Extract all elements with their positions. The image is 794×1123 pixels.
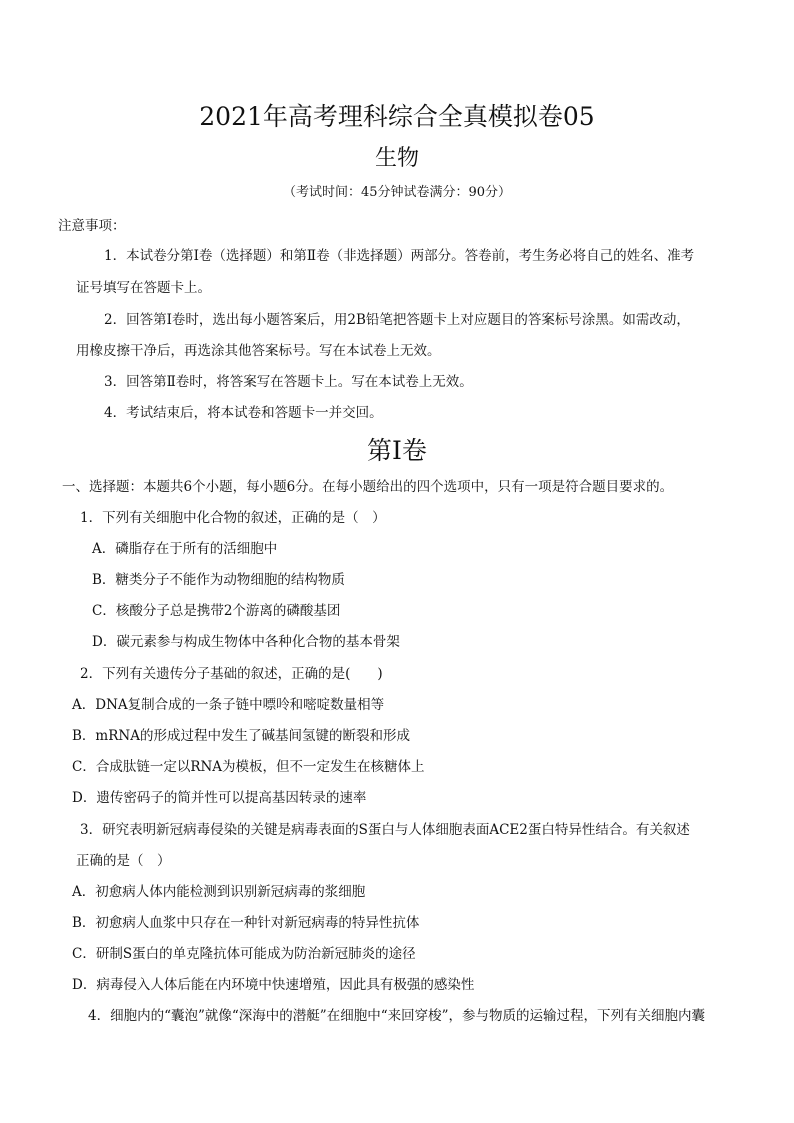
question-2-option-b: B．mRNA的形成过程中发生了碱基间氢键的断裂和形成 (72, 728, 410, 744)
section-instruction: 一、选择题：本题共6个小题，每小题6分。在每小题给出的四个选项中，只有一项是符合题目要求的。 (62, 479, 674, 495)
exam-info: （考试时间：45分钟试卷满分：90分） (282, 185, 512, 200)
note-item-3: 3．回答第Ⅱ卷时，将答案写在答题卡上。写在本试卷上无效。 (104, 374, 473, 390)
question-1-option-d: D．碳元素参与构成生物体中各种化合物的基本骨架 (92, 634, 400, 650)
document-title: 2021年高考理科综合全真模拟卷05 (199, 102, 595, 131)
question-4-stem-line1: 4．细胞内的“囊泡”就像“深海中的潜艇”在细胞中“来回穿梭”，参与物质的运输过程，下列有关细胞内囊 (88, 1008, 705, 1024)
question-3-stem-line2: 正确的是（ ） (76, 853, 171, 869)
question-2-option-d: D．遗传密码子的简并性可以提高基因转录的速率 (72, 790, 367, 806)
subject-title: 生物 (374, 146, 419, 171)
question-1-option-a: A．磷脂存在于所有的活细胞中 (92, 541, 278, 557)
question-3-stem-line1: 3．研究表明新冠病毒侵染的关键是病毒表面的S蛋白与人体细胞表面ACE2蛋白特异性结合。有关叙述 (80, 822, 690, 838)
question-2-option-a: A．DNA复制合成的一条子链中嘌呤和嘧啶数量相等 (72, 697, 385, 713)
question-3-option-b: B．初愈病人血浆中只存在一种针对新冠病毒的特异性抗体 (72, 915, 420, 931)
question-2-stem: 2．下列有关遗传分子基础的叙述，正确的是( ) (80, 666, 383, 682)
question-1-option-c: C．核酸分子总是携带2个游离的磷酸基团 (92, 603, 341, 619)
note-item-2-line1: 2．回答第Ⅰ卷时，选出每小题答案后，用2B铅笔把答题卡上对应题目的答案标号涂黑。如需改动， (104, 312, 690, 328)
note-item-1-line1: 1．本试卷分第Ⅰ卷（选择题）和第Ⅱ卷（非选择题）两部分。答卷前，考生务必将自己的姓名、准考 (104, 248, 695, 264)
note-item-1-line2: 证号填写在答题卡上。 (76, 280, 211, 296)
question-2-option-c: C．合成肽链一定以RNA为模板，但不一定发生在核糖体上 (72, 759, 425, 775)
note-item-4: 4．考试结束后，将本试卷和答题卡一并交回。 (104, 405, 383, 421)
question-3-option-d: D．病毒侵入人体后能在内环境中快速增殖，因此具有极强的感染性 (72, 977, 475, 993)
notes-heading: 注意事项： (58, 218, 126, 234)
question-3-option-a: A．初愈病人体内能检测到识别新冠病毒的浆细胞 (72, 884, 366, 900)
note-item-2-line2: 用橡皮擦干净后，再选涂其他答案标号。写在本试卷上无效。 (76, 343, 441, 359)
question-1-option-b: B．糖类分子不能作为动物细胞的结构物质 (92, 572, 345, 588)
question-1-stem: 1．下列有关细胞中化合物的叙述，正确的是（ ） (80, 510, 386, 526)
section-title: 第Ⅰ卷 (367, 436, 427, 465)
question-3-option-c: C．研制S蛋白的单克隆抗体可能成为防治新冠肺炎的途径 (72, 946, 416, 962)
